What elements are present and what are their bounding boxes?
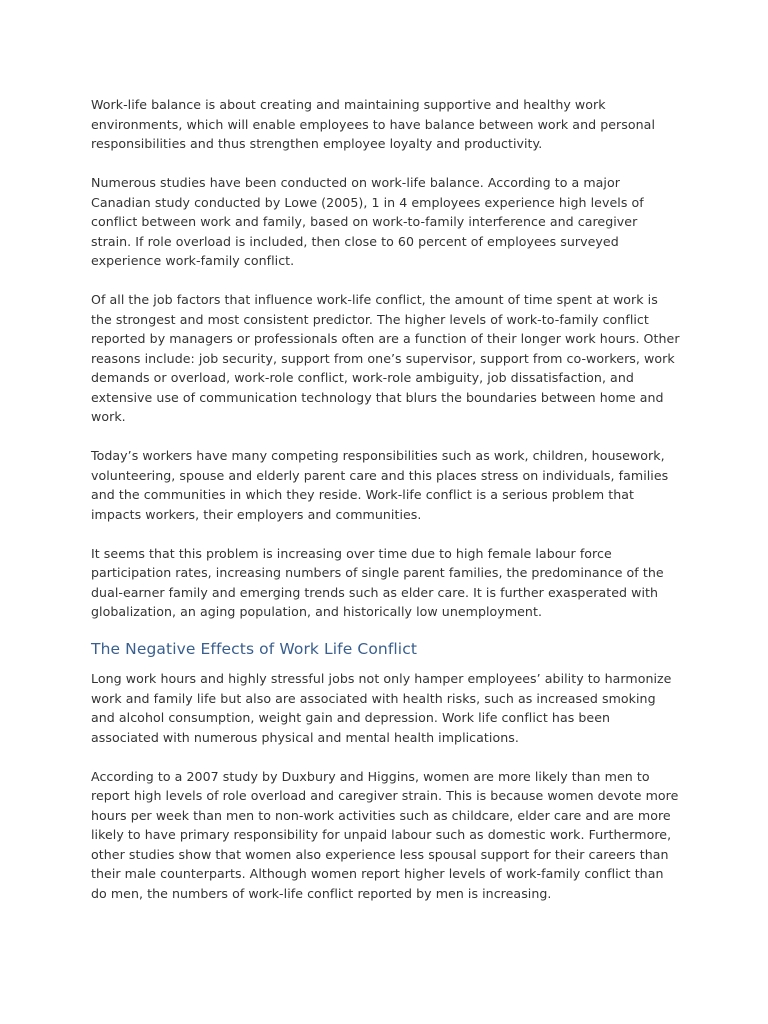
paragraph-work-life-definition: Work-life balance is about creating and maintaining supportive and healthy work environments, which will enable employees to have balance between work and personal responsibilities and thus strengthen employee loyalty and productivity. (91, 97, 655, 151)
paragraph-increasing-problem: It seems that this problem is increasing over time due to high female labour force participation rates, increasing numbers of single parent families, the predominance of the dual-earner family and emerging trends such as elder care. It is further exasperated with globalization, an aging population, and historically low unemployment. (91, 545, 664, 619)
document-page (91, 95, 681, 923)
paragraph-lowe-study: Numerous studies have been conducted on work-life balance. According to a major Canadian study conducted by Lowe (2005), 1 in 4 employees experience high levels of conflict between work and family, based on work-to-family interference and caregiver strain. If role overload is included, then close to 60 percent of employees surveyed experience work-family conflict. (91, 175, 644, 268)
paragraph-duxbury-higgins-study: According to a 2007 study by Duxbury and Higgins, women are more likely than men to report high levels of role overload and caregiver strain. This is because women devote more hours per week than men to non-work activities such as childcare, elder care and are more likely to have primary responsibility for unpaid labour such as domestic work. Furthermore, other studies show that women also experience less spousal support for their careers than their male counterparts. Although women report higher levels of work-family conflict than do men, the numbers of work-life conflict reported by men is increasing. (91, 768, 679, 901)
paragraph-competing-responsibilities: Today’s workers have many competing responsibilities such as work, children, housework, volunteering, spouse and elderly parent care and this places stress on individuals, families and the communities in which they reside. Work-life conflict is a serious problem that impacts workers, their employers and communities. (91, 448, 669, 522)
paragraph-job-factors: Of all the job factors that influence work-life conflict, the amount of time spent at work is the strongest and most consistent predictor. The higher levels of work-to-family conflict reported by managers or professionals often are a function of their longer work hours. Other reasons include: job security, support from one’s supervisor, support from co-workers, work demands or overload, work-role conflict, work-role ambiguity, job dissatisfaction, and extensive use of communication technology that blurs the boundaries between home and work. (91, 292, 680, 424)
section-heading-negative-effects: The Negative Effects of Work Life Conflict (91, 640, 417, 658)
paragraph-health-risks: Long work hours and highly stressful jobs not only hamper employees’ ability to harmonize work and family life but also are associated with health risks, such as increased smoking and alcohol consumption, weight gain and depression. Work life conflict has been associated with numerous physical and mental health implications. (91, 671, 672, 745)
